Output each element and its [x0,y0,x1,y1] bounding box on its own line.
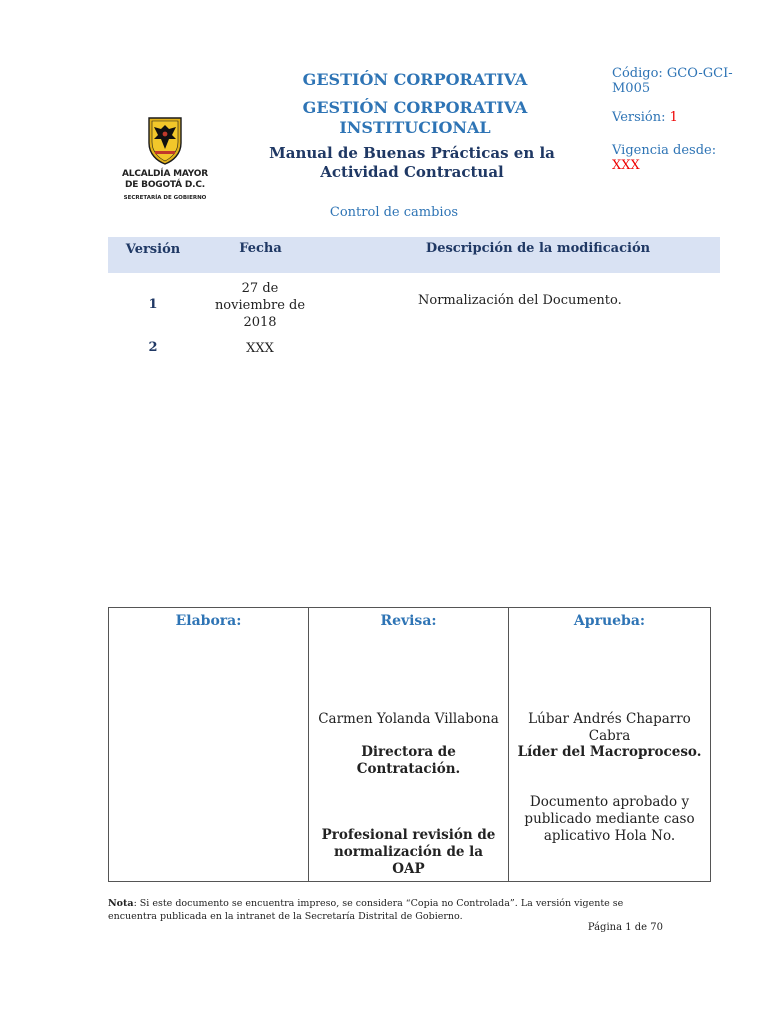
aprueba-header: Aprueba: [573,613,646,629]
changes-title: Control de cambios [329,205,459,220]
logo-text-line2: DE BOGOTÁ D.C. [125,180,205,190]
logo-text-line3: SECRETARÍA DE GOBIERNO [123,195,207,201]
header-fecha: Fecha [239,241,282,256]
row-fecha: 27 de noviembre de 2018 [214,281,306,330]
row-fecha: XXX [246,341,274,356]
page-number: Página 1 de 70 [587,922,663,933]
footnote [108,897,668,923]
subprocess-title: GESTIÓN CORPORATIVA INSTITUCIONAL [302,98,528,137]
alcaldia-logo [115,115,215,210]
header-descripcion: Descripción de la modificación [425,241,651,256]
version-label: Versión: [612,110,670,125]
row-version: 2 [148,340,158,355]
vigencia-value: XXX [612,158,640,173]
footnote-label: Nota [108,898,134,909]
coat-of-arms-icon [146,115,184,165]
revisa-column [309,608,509,881]
elabora-column [109,608,309,881]
elabora-header: Elabora: [175,613,242,629]
vigencia-label: Vigencia desde: [612,143,717,158]
process-title: GESTIÓN CORPORATIVA [302,70,528,89]
version-value: 1 [669,110,678,125]
elabora-role: Profesional revisión de normalización de la OAP [321,827,496,877]
revisa-header: Revisa: [380,613,437,629]
aprueba-role: Líder del Macroproceso. [517,744,702,760]
aprueba-name: Lúbar Andrés Chaparro Cabra [528,711,691,744]
changes-table-header [108,237,720,273]
revisa-role: Directora de Contratación. [356,744,461,777]
logo-text-line1: ALCALDÍA MAYOR [122,169,208,179]
footnote-text: : Si este documento se encuentra impreso, se considera “Copia no Controlada”. La versión vigente se encuentra publicada en la intranet de la Secretaría Distrital de Gobierno. [108,898,624,922]
manual-title: Manual de Buenas Prácticas en la Actividad Contractual [269,144,555,181]
header-version: Versión [125,242,181,257]
row-version: 1 [148,297,158,312]
aprueba-note: Documento aprobado y publicado mediante caso aplicativo Hola No. [524,794,695,844]
document-code: Código: GCO-GCI-M005 [612,66,733,96]
revisa-name: Carmen Yolanda Villabona [318,711,499,727]
document-vigencia [612,143,716,173]
approval-table [108,607,711,882]
aprueba-column [509,608,710,881]
document-version [612,110,678,125]
row-descripcion: Normalización del Documento. [418,293,622,308]
